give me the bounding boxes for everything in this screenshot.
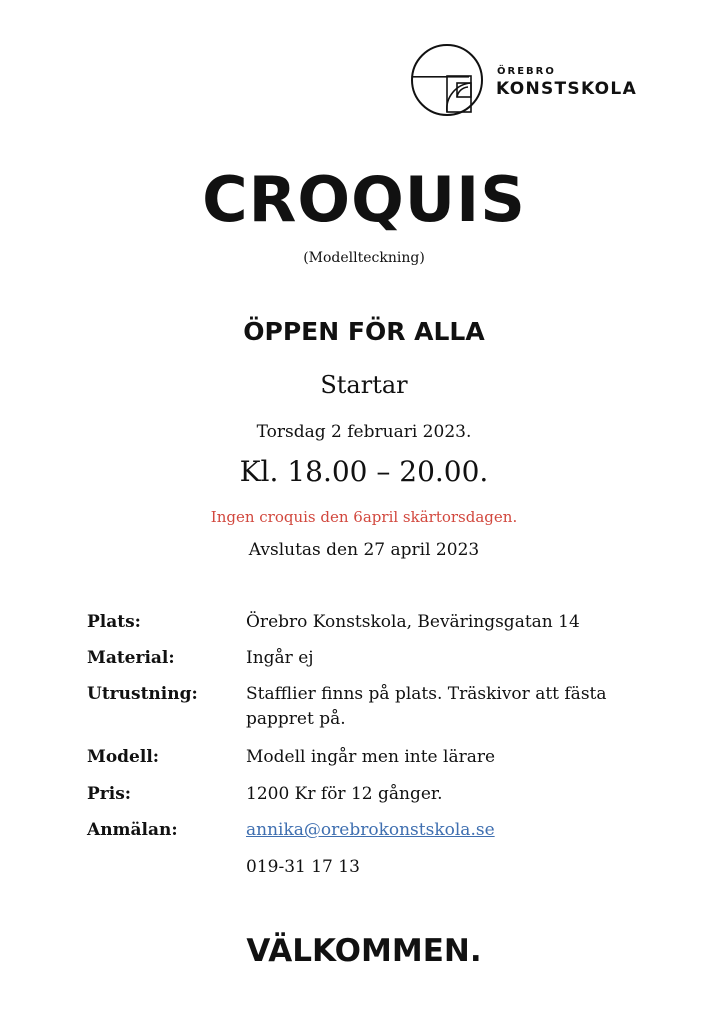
info-label: Pris: bbox=[87, 784, 132, 804]
end-date: Avslutas den 27 april 2023 bbox=[248, 540, 480, 560]
golden-spiral-icon bbox=[410, 42, 490, 122]
info-value: 1200 Kr för 12 gånger. bbox=[246, 784, 443, 804]
info-value: Ingår ej bbox=[246, 648, 314, 668]
info-label: Material: bbox=[87, 648, 175, 668]
info-value: Stafflier finns på plats. Träskivor att fästa pappret på. bbox=[246, 684, 607, 729]
session-time: Kl. 18.00 – 20.00. bbox=[239, 455, 489, 488]
info-label: Plats: bbox=[87, 612, 141, 632]
info-value: Örebro Konstskola, Beväringsgatan 14 bbox=[246, 612, 580, 632]
info-label: Utrustning: bbox=[87, 684, 198, 704]
start-date: Torsdag 2 februari 2023. bbox=[256, 422, 472, 442]
info-label: Anmälan: bbox=[87, 820, 178, 840]
email-link[interactable]: annika@orebrokonstskola.se bbox=[246, 820, 495, 840]
school-logo bbox=[410, 42, 650, 122]
page-subtitle: (Modellteckning) bbox=[303, 250, 425, 266]
logo-text-orebro: ÖREBRO bbox=[497, 66, 556, 77]
cancellation-note: Ingen croquis den 6april skärtorsdagen. bbox=[210, 508, 518, 526]
starts-label: Startar bbox=[320, 371, 408, 399]
page-title: CROQUIS bbox=[202, 163, 526, 236]
welcome-heading: VÄLKOMMEN. bbox=[246, 933, 482, 969]
info-label: Modell: bbox=[87, 747, 160, 767]
info-value: Modell ingår men inte lärare bbox=[246, 747, 496, 767]
open-for-all-heading: ÖPPEN FÖR ALLA bbox=[243, 317, 485, 346]
logo-text-konstskola: KONSTSKOLA bbox=[496, 79, 638, 99]
phone-number: 019-31 17 13 bbox=[246, 857, 360, 877]
